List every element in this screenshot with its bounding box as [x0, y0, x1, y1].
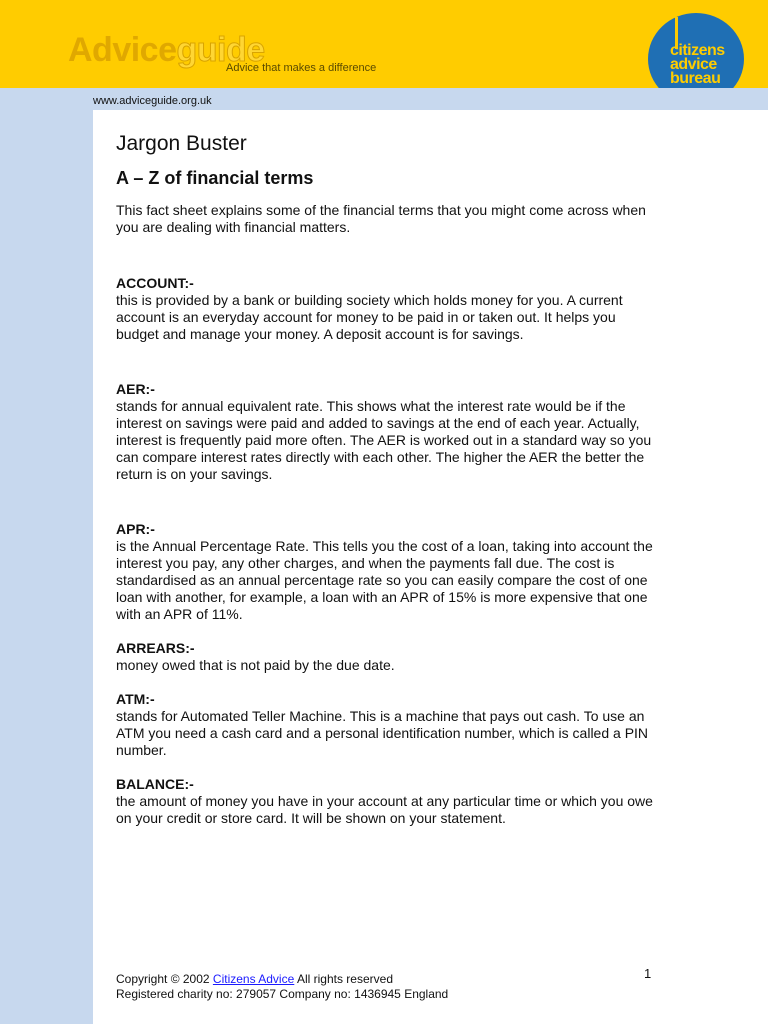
copyright-suffix: All rights reserved	[294, 972, 393, 986]
brand-advice: Advice	[68, 31, 177, 69]
page-title: Jargon Buster	[116, 132, 247, 155]
term-entry	[116, 691, 656, 759]
term-heading: ACCOUNT:-	[116, 275, 194, 291]
term-heading: ATM:-	[116, 691, 155, 707]
term-entry	[116, 521, 656, 623]
term-definition: stands for Automated Teller Machine. This is a machine that pays out cash. To use an ATM you need a cash card and a personal identification number, which is called a PIN number.	[116, 708, 649, 758]
registration-line: Registered charity no: 279057 Company no: 1436945 England	[116, 986, 449, 1001]
term-definition: this is provided by a bank or building society which holds money for you. A current account is an everyday account for money to be paid in or taken out. It helps you budget and manage your money. A deposit account is for savings.	[116, 292, 623, 342]
tagline: Advice that makes a difference	[226, 62, 377, 74]
term-definition: money owed that is not paid by the due date.	[116, 657, 395, 673]
term-heading: APR:-	[116, 521, 155, 537]
logo-line-3: bureau	[670, 70, 721, 87]
logo-text	[670, 44, 725, 86]
term-entry	[116, 275, 656, 343]
term-heading: ARREARS:-	[116, 640, 195, 656]
term-entry	[116, 776, 656, 827]
term-definition: stands for annual equivalent rate. This shows what the interest rate would be if the interest on savings were paid and added to savings at the end of each year. Actually, interest is frequently paid more often. The AER is worked out in a standard way so you can compare interest rates directly with each other. The higher the AER the better the return is on your savings.	[116, 398, 652, 482]
copyright-line	[116, 972, 448, 987]
left-margin-bar	[0, 88, 93, 1024]
logo-line-2: advice	[670, 56, 717, 73]
term-entry	[116, 640, 656, 674]
website-url: www.adviceguide.org.uk	[93, 95, 212, 107]
term-heading: AER:-	[116, 381, 155, 397]
brand-guide: guide	[176, 31, 265, 69]
term-definition: is the Annual Percentage Rate. This tells you the cost of a loan, taking into account the interest you pay, any other charges, and when the payments fall due. The cost is standardised as an annual percentage rate so you can easily compare the cost of one loan with another, for example, a loan with an APR of 15% is more expensive that one with an APR of 11%.	[116, 538, 653, 622]
citizens-advice-link[interactable]: Citizens Advice	[212, 972, 295, 986]
page-subtitle: A – Z of financial terms	[116, 168, 314, 188]
document-body	[116, 130, 656, 827]
copyright-prefix: Copyright © 2002	[116, 972, 213, 986]
intro-paragraph: This fact sheet explains some of the financial terms that you might come across when you are dealing with financial matters.	[116, 202, 646, 235]
page-number: 1	[644, 966, 652, 981]
term-entry	[116, 381, 656, 483]
term-definition: the amount of money you have in your account at any particular time or which you owe on your credit or store card. It will be shown on your statement.	[116, 793, 653, 826]
logo-line-1: citizens	[670, 42, 725, 59]
term-heading: BALANCE:-	[116, 776, 194, 792]
header-banner	[0, 0, 768, 88]
footer	[116, 972, 448, 1001]
